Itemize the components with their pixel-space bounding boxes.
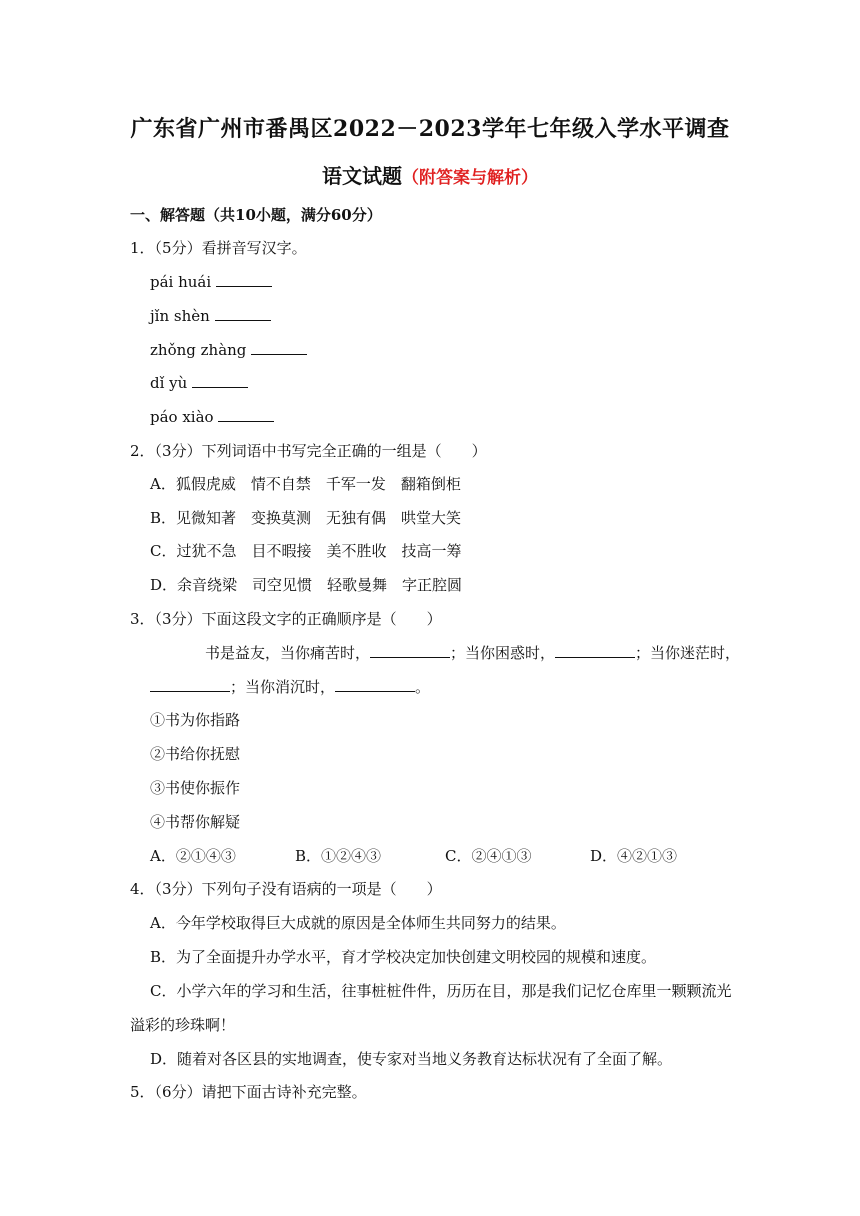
question-3-sentence: ③书使你振作 (150, 779, 241, 797)
question-2-option-c[interactable]: C．过犹不急 目不暇接 美不胜收 技高一筹 (150, 542, 462, 560)
document-title: 广东省广州市番禺区2022－2023学年七年级入学水平调查 (130, 116, 730, 142)
pinyin-item (150, 373, 248, 393)
document-subtitle (0, 160, 860, 189)
question-3-option-c[interactable]: C．②④①③ (445, 847, 532, 865)
passage-text: ；当你消沉时， (230, 678, 336, 696)
section-heading: 一、解答题（共10小题，满分60分） (130, 206, 382, 224)
pinyin-text: páo xiào (150, 408, 214, 426)
answer-blank[interactable] (251, 340, 307, 355)
pinyin-item (150, 272, 272, 292)
answer-blank[interactable] (218, 407, 274, 422)
passage-blank[interactable] (335, 677, 415, 692)
pinyin-item (150, 306, 271, 326)
question-3-option-b[interactable]: B．①②④③ (295, 847, 382, 865)
passage-text: ；当你迷茫时， (635, 644, 741, 662)
question-4-stem: 4．（3分）下列句子没有语病的一项是（ ） (130, 880, 442, 898)
question-2-option-b[interactable]: B．见微知著 变换莫测 无独有偶 哄堂大笑 (150, 509, 462, 527)
answer-blank[interactable] (192, 373, 248, 388)
answer-blank[interactable] (216, 272, 272, 287)
question-4-option-c-continued: 溢彩的珍珠啊！ (130, 1016, 236, 1034)
question-3-stem: 3．（3分）下面这段文字的正确顺序是（ ） (130, 610, 442, 628)
passage-blank[interactable] (150, 677, 230, 692)
question-3-passage-line2 (150, 677, 430, 697)
question-3-option-a[interactable]: A．②①④③ (150, 847, 236, 865)
passage-text: 书是益友，当你痛苦时， (205, 644, 371, 662)
question-1-stem: 1．（5分）看拼音写汉字。 (130, 239, 307, 257)
question-2-option-d[interactable]: D．余音绕梁 司空见惯 轻歌曼舞 字正腔圆 (150, 576, 463, 594)
question-4-option-c[interactable]: C．小学六年的学习和生活，往事桩桩件件，历历在目，那是我们记忆仓库里一颗颗流光 (150, 982, 732, 1000)
subtitle-main: 语文试题 (322, 164, 402, 188)
passage-text: 。 (415, 678, 431, 696)
passage-blank[interactable] (370, 643, 450, 658)
pinyin-text: pái huái (150, 273, 212, 291)
question-3-sentence: ②书给你抚慰 (150, 745, 241, 763)
passage-blank[interactable] (555, 643, 635, 658)
question-3-sentence: ④书帮你解疑 (150, 813, 241, 831)
question-3-options (150, 846, 677, 866)
question-4-option-b[interactable]: B．为了全面提升办学水平，育才学校决定加快创建文明校园的规模和速度。 (150, 948, 657, 966)
question-4-option-a[interactable]: A．今年学校取得巨大成就的原因是全体师生共同努力的结果。 (150, 914, 566, 932)
question-3-passage-line1 (205, 643, 740, 663)
question-3-option-d[interactable]: D．④②①③ (590, 847, 678, 865)
passage-text: ；当你困惑时， (450, 644, 556, 662)
pinyin-text: jǐn shèn (150, 307, 210, 325)
question-2-stem: 2．（3分）下列词语中书写完全正确的一组是（ ） (130, 442, 487, 460)
pinyin-text: zhǒng zhàng (150, 341, 247, 359)
question-5-stem: 5．（6分）请把下面古诗补充完整。 (130, 1083, 367, 1101)
pinyin-item (150, 340, 307, 360)
question-2-option-a[interactable]: A．狐假虎威 情不自禁 千军一发 翻箱倒柜 (150, 475, 461, 493)
question-4-option-d[interactable]: D．随着对各区县的实地调查，使专家对当地义务教育达标状况有了全面了解。 (150, 1050, 673, 1068)
question-3-sentence: ①书为你指路 (150, 711, 241, 729)
pinyin-item (150, 407, 274, 427)
pinyin-text: dǐ yù (150, 374, 188, 392)
subtitle-answer-note: （附答案与解析） (402, 168, 538, 188)
answer-blank[interactable] (215, 306, 271, 321)
